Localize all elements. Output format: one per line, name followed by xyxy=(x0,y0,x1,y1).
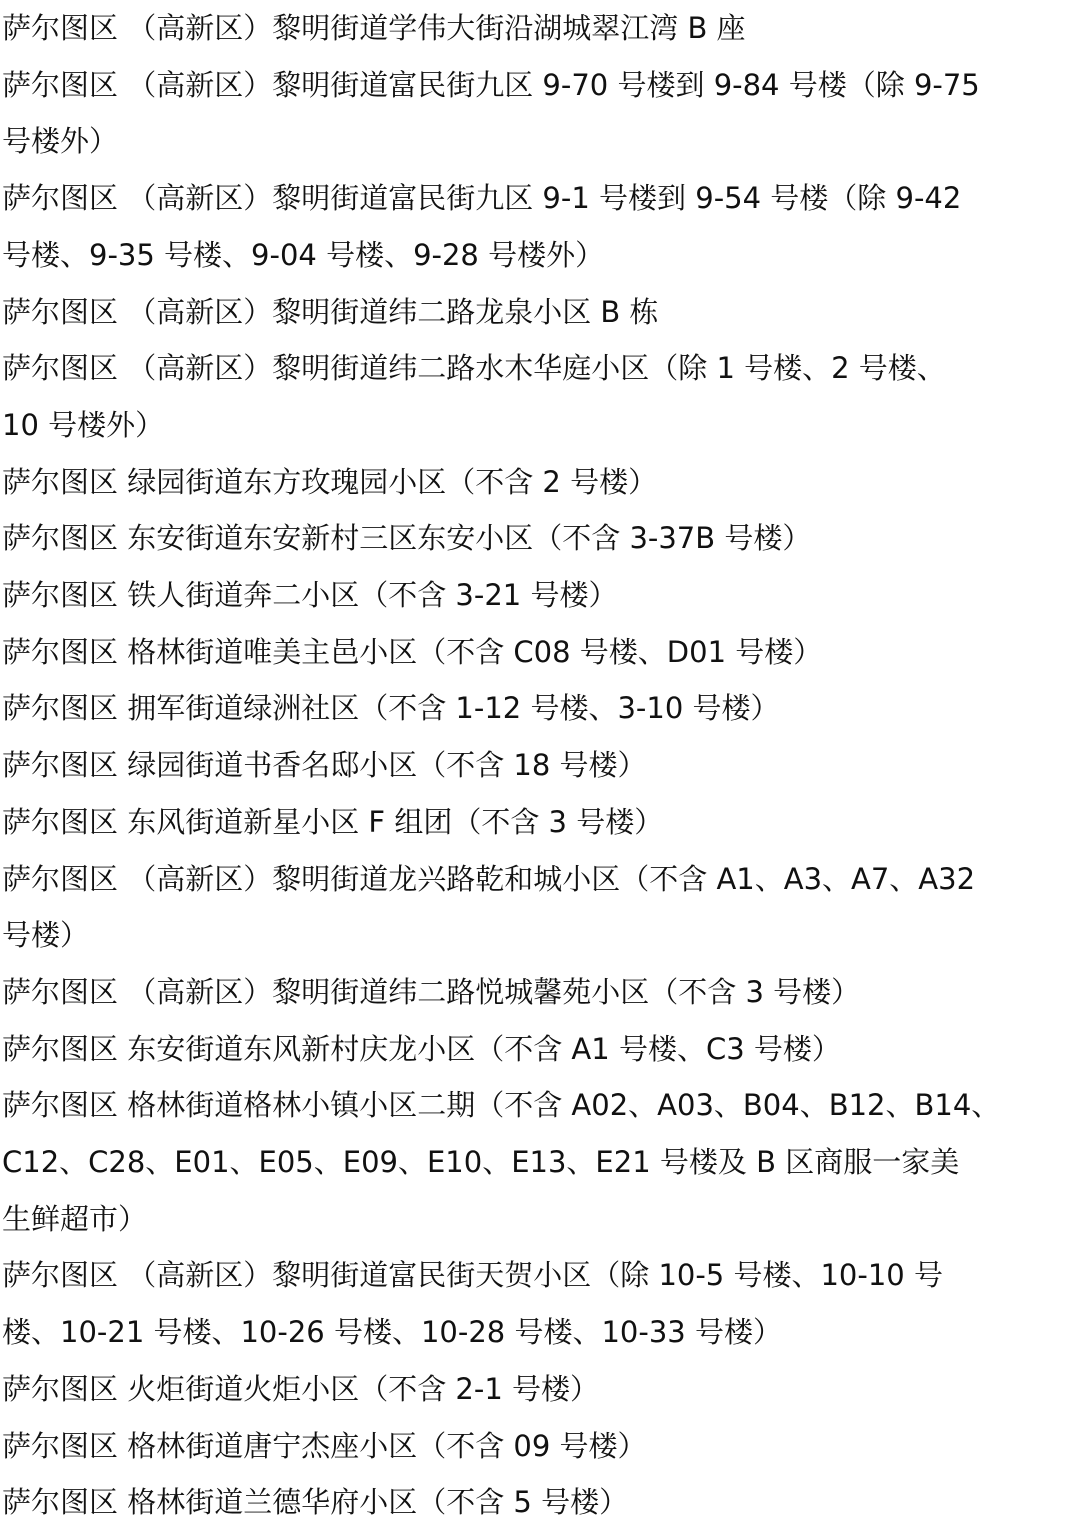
text-line: 萨尔图区 格林街道唐宁杰座小区（不含 09 号楼） xyxy=(2,1428,647,1463)
text-line: 萨尔图区 东安街道东安新村三区东安小区（不含 3-37B 号楼） xyxy=(2,521,812,556)
text-line: 萨尔图区 （高新区）黎明街道富民街九区 9-1 号楼到 9-54 号楼（除 9-42 xyxy=(2,181,962,216)
text-line: 萨尔图区 （高新区）黎明街道龙兴路乾和城小区（不含 A1、A3、A7、A32 xyxy=(2,861,976,896)
text-line: 号楼） xyxy=(2,918,90,953)
text-line: 萨尔图区 格林街道兰德华府小区（不含 5 号楼） xyxy=(2,1485,629,1520)
text-line: 萨尔图区 （高新区）黎明街道学伟大街沿湖城翠江湾 B 座 xyxy=(2,11,746,45)
text-line: 萨尔图区 （高新区）黎明街道富民街天贺小区（除 10-5 号楼、10-10 号 xyxy=(2,1258,943,1293)
text-line: 萨尔图区 （高新区）黎明街道纬二路龙泉小区 B 栋 xyxy=(2,294,659,329)
text-line: 号楼、9-35 号楼、9-04 号楼、9-28 号楼外） xyxy=(2,237,605,272)
text-line: 萨尔图区 拥军街道绿洲社区（不含 1-12 号楼、3-10 号楼） xyxy=(2,691,780,726)
text-line: 号楼外） xyxy=(2,124,119,159)
text-line: 萨尔图区 （高新区）黎明街道富民街九区 9-70 号楼到 9-84 号楼（除 9-75 xyxy=(2,67,980,102)
text-line: 萨尔图区 东风街道新星小区 F 组团（不含 3 号楼） xyxy=(2,804,664,839)
text-line: 萨尔图区 绿园街道东方玫瑰园小区（不含 2 号楼） xyxy=(2,464,658,499)
text-line: 萨尔图区 火炬街道火炬小区（不含 2-1 号楼） xyxy=(2,1371,600,1406)
text-line: C12、C28、E01、E05、E09、E10、E13、E21 号楼及 B 区商服一家美 xyxy=(2,1145,960,1180)
text-line: 楼、10-21 号楼、10-26 号楼、10-28 号楼、10-33 号楼） xyxy=(2,1315,782,1350)
text-line: 萨尔图区 （高新区）黎明街道纬二路水木华庭小区（除 1 号楼、2 号楼、 xyxy=(2,351,946,386)
text-line: 10 号楼外） xyxy=(2,407,165,442)
text-line: 萨尔图区 绿园街道书香名邸小区（不含 18 号楼） xyxy=(2,748,647,783)
text-line: 萨尔图区 格林街道唯美主邑小区（不含 C08 号楼、D01 号楼） xyxy=(2,634,823,669)
text-line: 萨尔图区 东安街道东风新村庆龙小区（不含 A1 号楼、C3 号楼） xyxy=(2,1031,841,1066)
text-line: 萨尔图区 铁人街道奔二小区（不含 3-21 号楼） xyxy=(2,578,618,613)
text-line: 萨尔图区 格林街道格林小镇小区二期（不含 A02、A03、B04、B12、B14、 xyxy=(2,1088,1001,1123)
text-line: 生鲜超市） xyxy=(2,1201,148,1236)
text-line: 萨尔图区 （高新区）黎明街道纬二路悦城馨苑小区（不含 3 号楼） xyxy=(2,974,861,1009)
